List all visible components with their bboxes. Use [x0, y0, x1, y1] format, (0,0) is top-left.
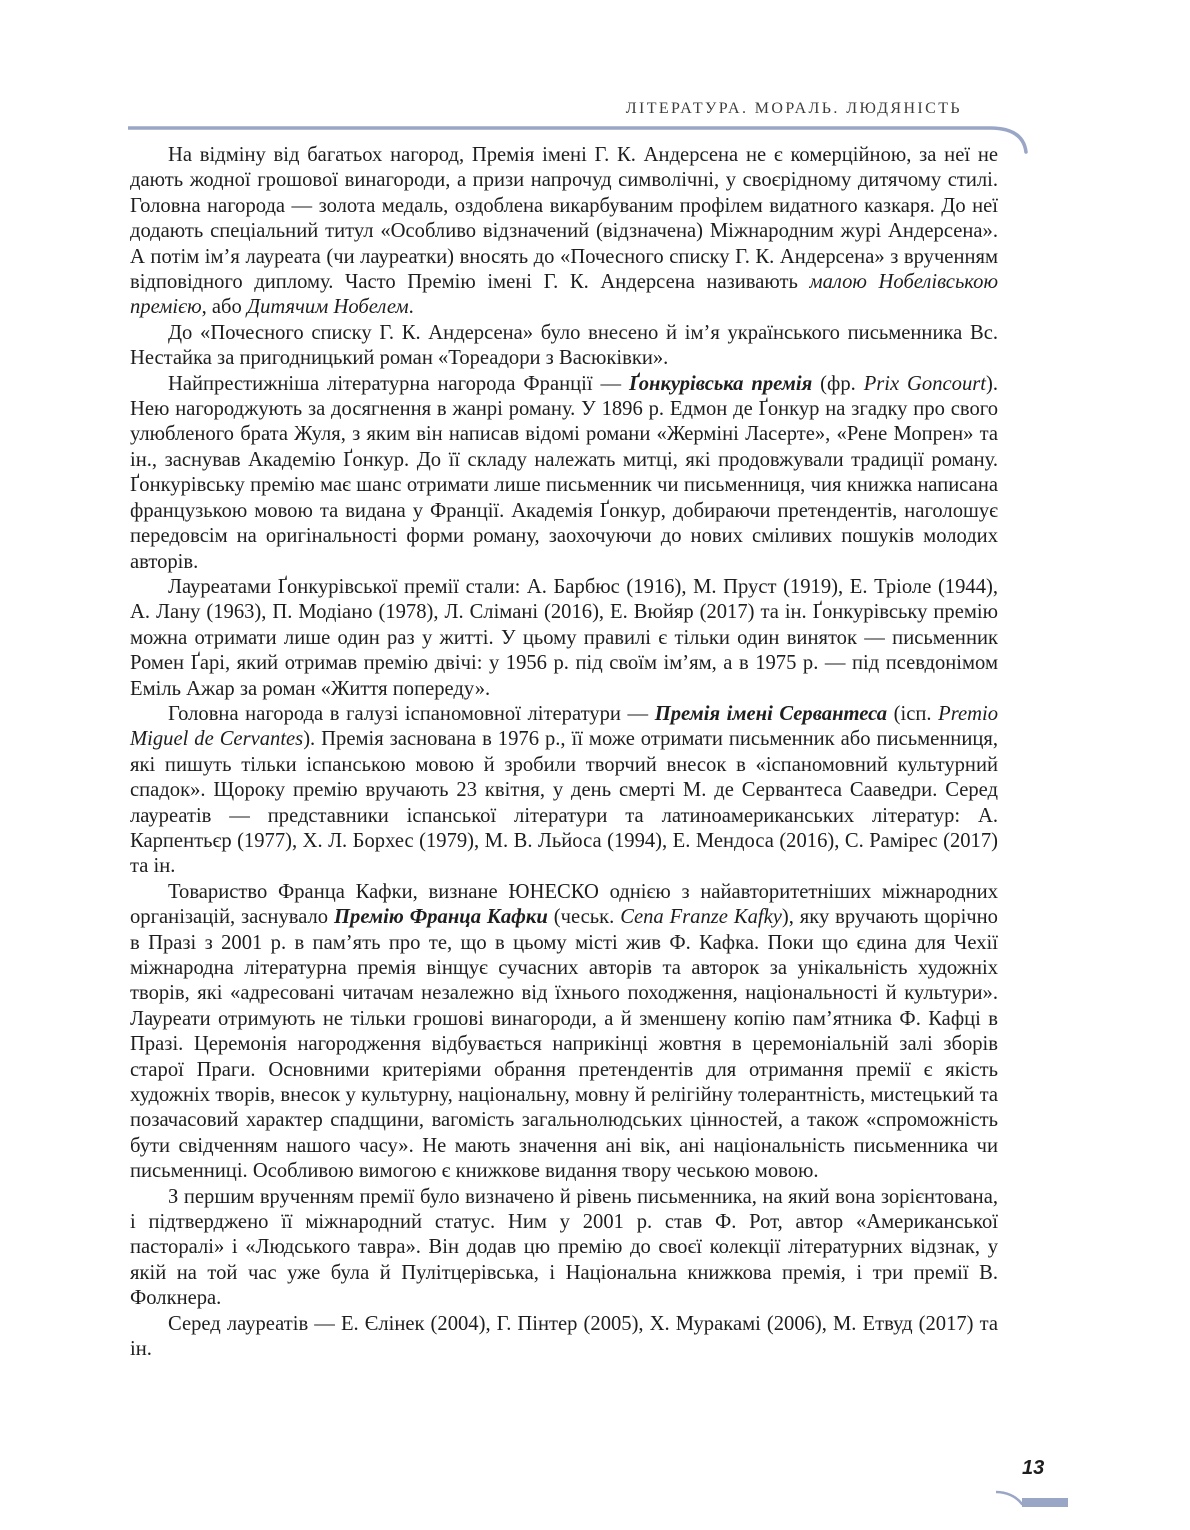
text-run: З першим врученням премії було визначено й рівень письменника, на який вона зорієнтована, і підтверджено її міжнародний статус. Ним у 2001 р. став Ф. Рот, автор «Американської пасторалі» і «Людського тавра». Він додав цю премію до своєї колекції літературних відзнак, у якій на той час уже була й Пулітцерівська, і Національна книжкова премія, і три премії В. Фолкнера.	[130, 1185, 998, 1310]
paragraph-andersen-prize	[130, 143, 998, 321]
italic-term: Дитячим Нобелем	[246, 296, 409, 319]
paragraph-kafka-prize	[130, 880, 998, 1185]
italic-term: Premio Miguel de Cervantes	[130, 702, 998, 751]
text-run: Головна нагорода в галузі іспаномовної літератури —	[168, 702, 655, 725]
paragraph-goncourt-laureates	[130, 575, 998, 702]
text-run: , або	[201, 296, 247, 319]
text-run: Найпрестижніша літературна нагорода Франції —	[168, 372, 630, 395]
page-corner-decoration	[996, 1488, 1068, 1516]
text-run: ), яку вручають щорічно в Празі з 2001 р. в пам’ять про те, що в цьому місті жив Ф. Кафка. Поки що єдина для Чехії міжнародна літературна премія вінщує сучасних авторів та авторок за унікальність художніх творів, які «адресовані читачам незалежно від їхнього походження, національності й культури». Лауреати отримують не тільки грошові винагороди, а й зменшену копію пам’ятника Ф. Кафці в Празі. Церемонія нагородження відбувається наприкінці жовтня в церемоніальній залі зборів старої Праги. Основними критеріями обрання претендентів для отримання премії є якість художніх творів, внесок у культурну, національну, мовну й релігійну толерантність, мистецький та позачасовий характер спадщини, вагомість загальнолюдських цінностей, а також «спроможність бути свідченням нашого часу». Не мають значення ані вік, ані національність письменника чи письменниці. Особливою вимогою є книжкове видання твору чеською мовою.	[130, 906, 998, 1183]
paragraph-kafka-first-award	[130, 1185, 998, 1312]
italic-term: малою Нобелівською премією	[130, 271, 998, 319]
italic-term: Prix Goncourt	[863, 372, 986, 395]
text-run: ). Нею нагороджують за досягнення в жанрі роману. У 1896 р. Едмон де Ґонкур на згадку про свого улюбленого брата Жуля, з яким він написав відомі романи «Жерміні Ласерте», «Рене Мопрен» та ін., заснував Академію Ґонкур. До її складу належать митці, які продовжували традиції роману. Ґонкурівську премію має шанс отримати лише письменник чи письменниця, чия книжка написана французькою мовою та видана у Франції. Академія Ґонкур, добираючи претендентів, наголошує передовсім на оригінальності форми роману, заохочуючи до нових сміливих пошуків молодих авторів.	[130, 372, 999, 573]
text-run: ). Премія заснована в 1976 р., її може отримати письменник або письменниця, які пишуть тільки іспанською мовою й зробили творчий внесок в «іспаномовний культурний спадок». Щороку премію вручають 23 квітня, у день смерті М. де Сервантеса Сааведри. Серед лауреатів — представники іспанської літератури та латиноамериканських літератур: А. Карпентьєр (1977), Х. Л. Борхес (1979), М. В. Льйоса (1994), Е. Мендоса (2016), С. Рамірес (2017) та ін.	[130, 728, 998, 878]
italic-term: Cena Franze Kafky	[620, 906, 782, 929]
prize-name: Ґонкурівська премія	[629, 372, 813, 395]
text-run: Товариство Франца Кафки, визнане ЮНЕСКО однією з найавторитетніших міжнародних організацій, заснувало	[130, 880, 998, 929]
paragraph-cervantes-prize	[130, 702, 998, 880]
paragraph-honor-list	[130, 321, 998, 372]
running-header: ЛІТЕРАТУРА. МОРАЛЬ. ЛЮДЯНІСТЬ	[625, 100, 962, 117]
text-run: .	[408, 296, 414, 319]
text-run: (ісп.	[887, 702, 939, 725]
prize-name: Премія імені Сервантеса	[654, 702, 888, 725]
text-run: Лауреатами Ґонкурівської премії стали: А. Барбюс (1916), М. Пруст (1919), Е. Тріоле (1944), А. Лану (1963), П. Модіано (1978), Л. Слімані (2016), Е. Вюйяр (2017) та ін. Ґонкурівську премію можна отримати лише один раз у житті. У цьому правилі є тільки один виняток — письменник Ромен Ґарі, який отримав премію двічі: у 1956 р. під своїм ім’ям, а в 1975 р. — під псевдонімом Еміль Ажар за роман «Життя попереду».	[130, 575, 998, 700]
text-run: На відміну від багатьох нагород, Премія імені Г. К. Андерсена не є комерційною, за неї не дають жодної грошової винагороди, а призи напрочуд символічні, у своєрідному дитячому стилі. Головна нагорода — золота медаль, оздоблена викарбуваним профілем видатного казкаря. До неї додають спеціальний титул «Особливо відзначений (відзначена) Міжнародним журі Андерсена». А потім ім’я лауреата (чи лауреатки) вносять до «Почесного списку Г. К. Андерсена» з врученням відповідного диплому. Часто Премію імені Г. К. Андерсена називають	[130, 144, 998, 294]
page-number: 13	[1022, 1457, 1045, 1479]
text-run: Серед лауреатів — Е. Єлінек (2004), Г. Пінтер (2005), Х. Муракамі (2006), М. Етвуд (2017) та ін.	[130, 1312, 998, 1361]
prize-name: Премію Франца Кафки	[334, 906, 548, 929]
text-run: (чеськ.	[547, 906, 621, 929]
text-run: (фр.	[812, 372, 864, 395]
article-body	[130, 143, 998, 1363]
paragraph-goncourt-prize	[130, 372, 998, 575]
text-run: До «Почесного списку Г. К. Андерсена» було внесено й ім’я українського письменника Вс. Нестайка за пригодницький роман «Тореадори з Васюківки».	[130, 321, 998, 370]
paragraph-kafka-laureates	[130, 1312, 998, 1363]
